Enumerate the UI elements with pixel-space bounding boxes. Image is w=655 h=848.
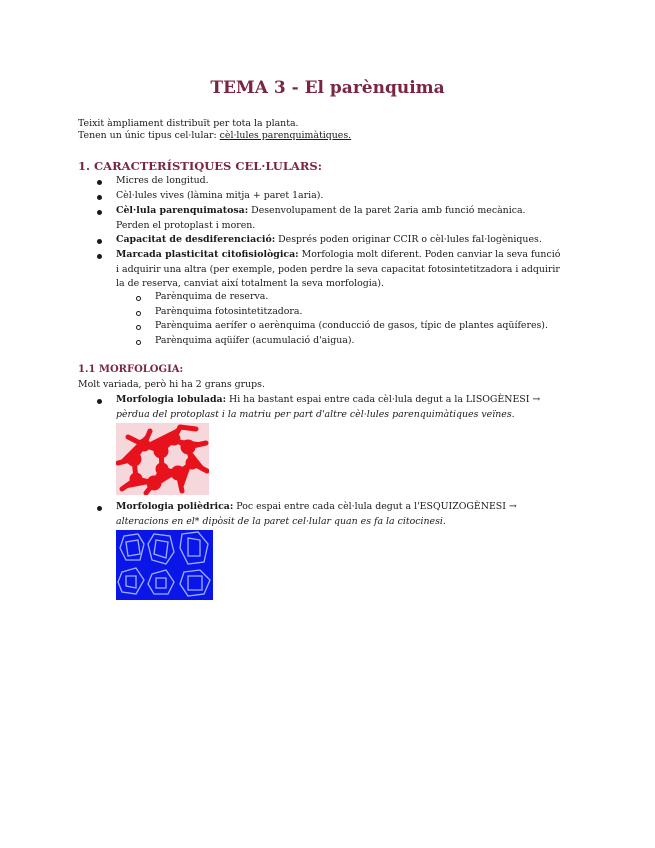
list-item: [116, 174, 561, 189]
intro-line-2: [78, 129, 351, 143]
section-2-intro: Molt variada, però hi ha 2 grans grups.: [78, 379, 265, 390]
item-bold: Marcada plasticitat citofisiològica:: [116, 249, 299, 260]
sub-list-item: Parènquima aerífer o aerènquima (conducció de gasos, típic de plantes aqüíferes).: [155, 320, 548, 331]
item-text: Desenvolupament de la paret 2aria amb funció mecànica. Perden el protoplast i moren.: [116, 205, 526, 231]
item-text: Després poden originar CCIR o cèl·lules fal·logèniques.: [275, 234, 542, 245]
item-bold: Morfologia lobulada:: [116, 394, 227, 405]
item-text: Micres de longitud.: [116, 175, 209, 186]
intro-link: cèl·lules parenquimàtiques.: [219, 130, 352, 141]
item-bold: Cèl·lula parenquimatosa:: [116, 205, 249, 216]
list-item: [116, 233, 561, 248]
list-item: [116, 500, 561, 529]
bullet-dot: [97, 195, 102, 200]
bullet-dot: [97, 210, 102, 215]
bullet-dot: [97, 239, 102, 244]
item-bold: Morfologia polièdrica:: [116, 501, 234, 512]
section-2-heading: 1.1 MORFOLOGIA:: [78, 364, 184, 375]
section-1-heading: 1. CARACTERÍSTIQUES CEL·LULARS:: [78, 159, 322, 173]
intro-line-2-prefix: Tenen un únic tipus cel·lular:: [78, 130, 220, 141]
item-italic: pèrdua del protoplast i la matriu per part d'altre cèl·lules parenquimàtiques veïnes.: [116, 408, 515, 420]
bullet-dot: [97, 180, 102, 185]
item-text: Hi ha bastant espai entre cada cèl·lula degut a la LISOGÈNESI →: [226, 394, 541, 405]
sub-bullet-circle: [136, 340, 141, 345]
sub-list-item: Parènquima aqüífer (acumulació d'aigua).: [155, 335, 355, 346]
bullet-dot: [97, 399, 102, 404]
polyhedral-cells-drawing: [116, 530, 213, 600]
lobulated-cells-image: [116, 423, 209, 495]
list-item: [116, 189, 561, 204]
polyhedral-cells-image: [116, 530, 213, 600]
sub-bullet-circle: [136, 325, 141, 330]
lobulated-cells-drawing: [116, 423, 209, 495]
item-bold: Capacitat de desdiferenciació:: [116, 234, 276, 245]
sub-bullet-circle: [136, 311, 141, 316]
bullet-dot: [97, 506, 102, 511]
item-text: Cèl·lules vives (làmina mitja + paret 1aria).: [116, 190, 324, 201]
sub-list-item: Parènquima de reserva.: [155, 291, 269, 302]
sub-bullet-circle: [136, 296, 141, 301]
item-italic: alteracions en el* dipòsit de la paret cel·lular quan es fa la citocinesi.: [116, 515, 446, 527]
bullet-dot: [97, 254, 102, 259]
list-item: [116, 204, 561, 233]
page-title: TEMA 3 - El parènquima: [210, 78, 445, 98]
list-item: [116, 393, 561, 422]
sub-list-item: Parènquima fotosintetitzadora.: [155, 306, 303, 317]
list-item: [116, 248, 561, 292]
intro-line-1: Teixit àmpliament distribuït per tota la planta.: [78, 118, 299, 129]
item-text: Morfologia molt diferent. Poden canviar la seva funció i adquirir una altra (per exemple, poden perdre la seva capacitat fotosintetitzadora i adquirir la de reserva, canviat així totalment la seva morfologia).: [116, 249, 561, 289]
item-text: Poc espai entre cada cèl·lula degut a l'ESQUIZOGÈNESI →: [233, 501, 517, 512]
